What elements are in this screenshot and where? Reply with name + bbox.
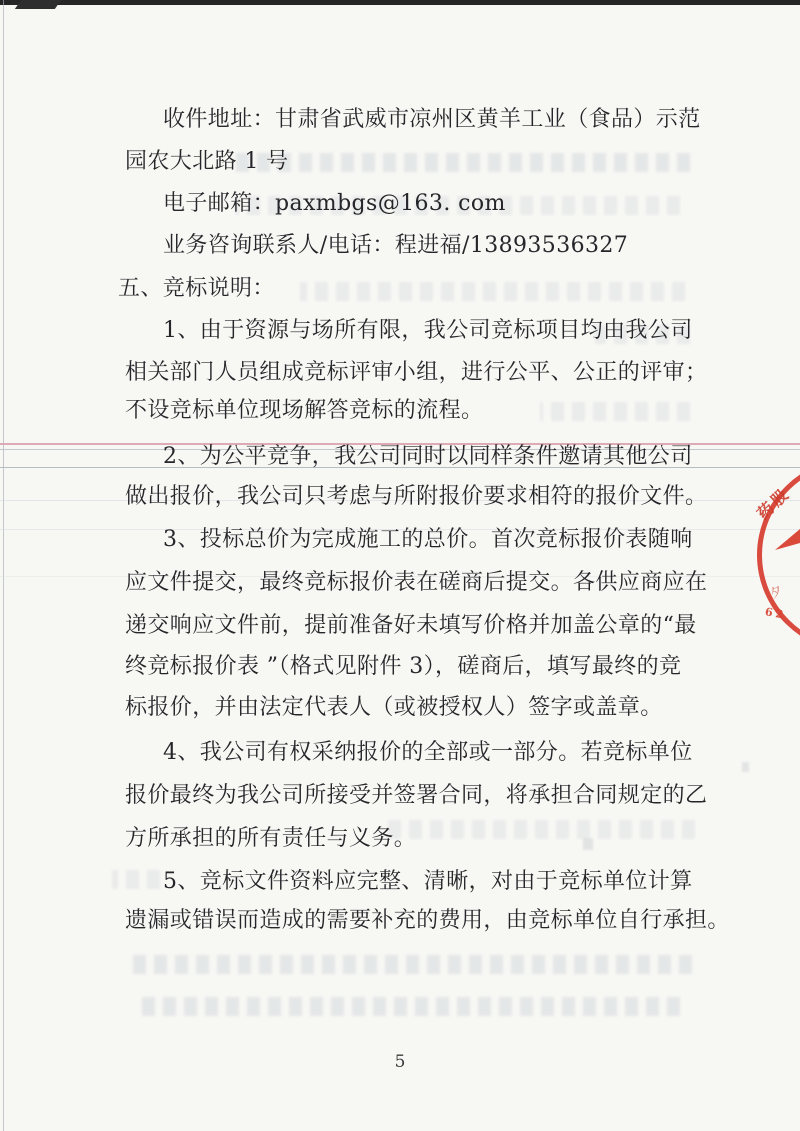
text-line-item3-5: 标报价，并由法定代表人（或被授权人）签字或盖章。 [125, 695, 663, 720]
bleed-through-text [112, 870, 160, 889]
scan-left-edge-line [3, 0, 4, 1131]
text-line-item2-1: 2、为公平竞争，我公司同时以同样条件邀请其他公司 [163, 444, 693, 469]
seal-partial-text: 药股 [753, 483, 795, 524]
text-line-item1-2: 相关部门人员组成竞标评审小组，进行公平、公正的评审； [125, 360, 708, 385]
scan-smudge [742, 762, 749, 772]
text-line-item3-2: 应文件提交，最终竞标报价表在磋商后提交。各供应商应在 [125, 570, 708, 595]
scan-smudge [583, 838, 593, 850]
text-line-item4-1: 4、我公司有权采纳报价的全部或一部分。若竞标单位 [163, 740, 693, 765]
text-line-item5-2: 遗漏或错误而造成的需要补充的费用，由竞标单位自行承担。 [125, 908, 730, 933]
text-line-item1-1: 1、由于资源与场所有限，我公司竞标项目均由我公司 [163, 318, 693, 343]
text-line-contact: 业务咨询联系人/电话：程进福/13893536327 [163, 233, 629, 258]
text-line-item2-2: 做出报价，我公司只考虑与所附报价要求相符的报价文件。 [125, 484, 708, 509]
text-line-item3-4: 终竞标报价表 ”（格式见附件 3），磋商后，填写最终的竞 [125, 654, 682, 679]
text-line-item3-1: 3、投标总价为完成施工的总价。首次竞标报价表随响 [163, 527, 693, 552]
scan-top-notch [15, 0, 61, 9]
text-line-item1-3: 不设竞标单位现场解答竞标的流程。 [125, 398, 484, 423]
text-line-email: 电子邮箱：paxmbgs@163. com [163, 191, 506, 216]
bleed-through-text [142, 997, 680, 1016]
page-number: 5 [394, 1052, 406, 1072]
text-line-item4-2: 报价最终为我公司所接受并签署合同，将承担合同规定的乙 [125, 783, 708, 808]
seal-small-char: 夕 [767, 582, 785, 601]
text-line-item5-1: 5、竞标文件资料应完整、清晰，对由于竞标单位计算 [163, 869, 693, 894]
scan-top-edge [0, 0, 800, 5]
seal-digits: 62 [764, 605, 788, 622]
text-line-item4-3: 方所承担的所有责任与义务。 [125, 826, 417, 851]
company-seal [752, 455, 800, 650]
bleed-through-text [540, 402, 690, 421]
text-line-address-2: 园农大北路 1 号 [125, 149, 289, 174]
bleed-through-text [132, 955, 692, 974]
bleed-through-text [230, 153, 690, 172]
text-line-address-1: 收件地址：甘肃省武威市凉州区黄羊工业（食品）示范 [163, 107, 701, 132]
bleed-through-text [380, 820, 695, 839]
section-heading: 五、竞标说明： [118, 276, 275, 301]
bleed-through-text [300, 282, 685, 301]
text-line-item3-3: 递交响应文件前，提前准备好未填写价格并加盖公章的“最 [125, 613, 697, 638]
